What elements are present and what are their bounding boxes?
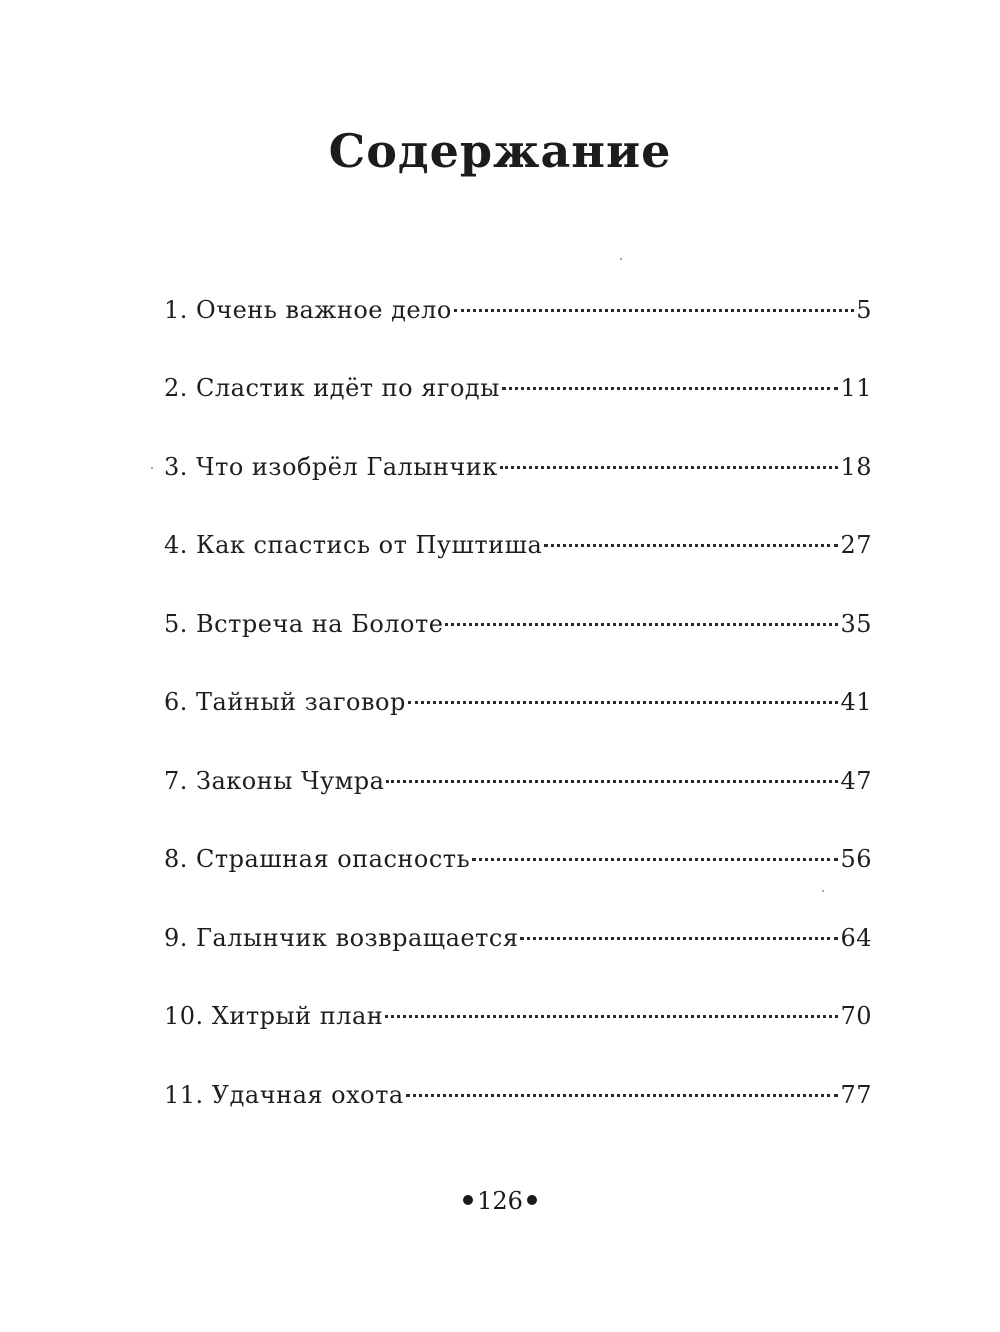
- toc-entry: [164, 761, 872, 801]
- dot-leader: [406, 1094, 839, 1097]
- toc-entry-page: 18: [840, 453, 872, 481]
- toc-entry-title: 3. Что изобрёл Галынчик: [164, 453, 498, 481]
- toc-entry-title: 6. Тайный заговор: [164, 688, 406, 716]
- toc-entry-page: 5: [856, 296, 872, 324]
- dot-leader: [544, 544, 838, 547]
- toc-entry: [164, 447, 872, 487]
- page-title: Содержание: [328, 124, 672, 178]
- dot-leader: [386, 780, 838, 783]
- dot-leader: [408, 701, 839, 704]
- toc-entry: [164, 368, 872, 408]
- toc-entry-title: 1. Очень важное дело: [164, 296, 452, 324]
- toc-entry-page: 70: [840, 1002, 872, 1030]
- dot-leader: [520, 937, 838, 940]
- toc-entry: [164, 290, 872, 330]
- toc-entry-page: 27: [840, 531, 872, 559]
- toc-entry-page: 41: [840, 688, 872, 716]
- toc-entry-title: 5. Встреча на Болоте: [164, 610, 444, 638]
- toc-entry-title: 7. Законы Чумра: [164, 767, 385, 795]
- toc-entry: [164, 682, 872, 722]
- toc-entry-title: 8. Страшная опасность: [164, 845, 471, 873]
- bullet-icon: [527, 1195, 537, 1205]
- toc-entry-page: 35: [840, 610, 872, 638]
- page-number: [0, 1184, 1000, 1218]
- toc-entry-page: 47: [840, 767, 872, 795]
- toc-entry: [164, 604, 872, 644]
- toc-entry-title: 2. Сластик идёт по ягоды: [164, 374, 500, 402]
- toc-entry: [164, 1075, 872, 1115]
- paper-speck: [151, 467, 153, 469]
- toc-entry-title: 11. Удачная охота: [164, 1081, 404, 1109]
- toc-entry-page: 56: [840, 845, 872, 873]
- toc-entry: [164, 996, 872, 1036]
- paper-speck: [620, 258, 622, 260]
- dot-leader: [502, 387, 839, 390]
- bullet-icon: [463, 1195, 473, 1205]
- dot-leader: [385, 1015, 838, 1018]
- toc-entry-title: 4. Как спастись от Пуштиша: [164, 531, 543, 559]
- dot-leader: [445, 623, 838, 626]
- dot-leader: [454, 309, 854, 312]
- page-number-value: 126: [477, 1187, 523, 1215]
- dot-leader: [500, 466, 839, 469]
- paper-speck: [822, 890, 824, 892]
- toc-entry: [164, 839, 872, 879]
- toc-entry-page: 77: [840, 1081, 872, 1109]
- toc-entry-title: 10. Хитрый план: [164, 1002, 384, 1030]
- dot-leader: [472, 858, 838, 861]
- toc-entry: [164, 525, 872, 565]
- toc-entry-page: 11: [840, 374, 872, 402]
- toc-entry-title: 9. Галынчик возвращается: [164, 924, 519, 952]
- toc-entry: [164, 918, 872, 958]
- toc-entry-page: 64: [840, 924, 872, 952]
